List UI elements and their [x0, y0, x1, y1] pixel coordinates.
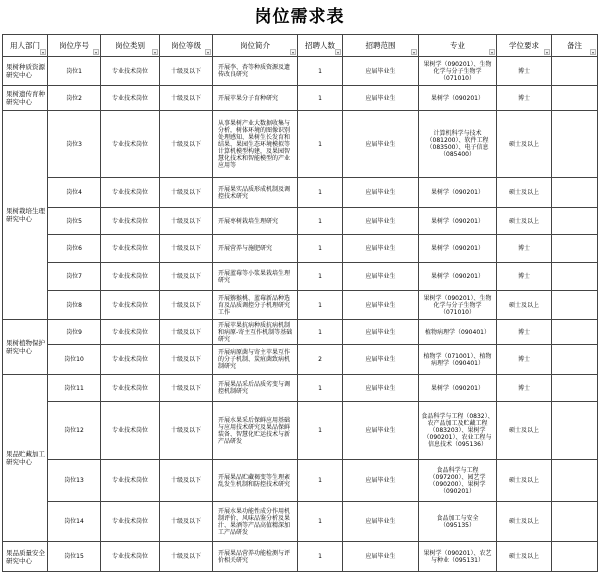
note-cell[interactable]	[552, 375, 598, 402]
level-cell[interactable]: 十级及以下	[160, 460, 213, 502]
major-cell[interactable]: 果树学（090201）	[419, 263, 497, 291]
filter-dropdown-icon[interactable]	[93, 49, 99, 55]
post-cell[interactable]: 岗位6	[48, 235, 101, 263]
major-cell[interactable]: 食品科学与工程（0832）、农产品加工及贮藏工程（083203）、果树学（090201）、农业工程与信息技术（095136）	[419, 402, 497, 460]
scope-cell[interactable]: 应届毕业生	[343, 542, 419, 572]
header-post[interactable]	[48, 35, 101, 57]
category-cell[interactable]: 专业技术岗位	[101, 320, 160, 345]
scope-cell[interactable]: 应届毕业生	[343, 263, 419, 291]
major-cell[interactable]: 果树学（090201）	[419, 208, 497, 235]
category-cell[interactable]: 专业技术岗位	[101, 86, 160, 111]
table-row	[3, 502, 598, 542]
major-cell[interactable]: 植物学（071001）、植物病理学（090401）	[419, 345, 497, 375]
brief-cell[interactable]: 开展果品采后品质劣变与调控机制研究	[213, 375, 298, 402]
major-cell[interactable]: 植物病理学（090401）	[419, 320, 497, 345]
note-cell[interactable]	[552, 57, 598, 86]
header-category[interactable]	[101, 35, 160, 57]
filter-dropdown-icon[interactable]	[152, 49, 158, 55]
category-cell[interactable]: 专业技术岗位	[101, 111, 160, 178]
brief-cell[interactable]: 开展猕猴桃、蓝莓新品种选育及品质调控分子机理研究工作	[213, 291, 298, 320]
count-cell[interactable]: 1	[298, 291, 343, 320]
note-cell[interactable]	[552, 402, 598, 460]
degree-cell[interactable]: 硕士及以上	[497, 208, 552, 235]
header-label: 学位要求	[509, 41, 539, 50]
dept-cell[interactable]: 果品贮藏加工研究中心	[3, 375, 48, 542]
table-row	[3, 235, 598, 263]
major-cell[interactable]: 果树学（090201）	[419, 86, 497, 111]
note-cell[interactable]	[552, 542, 598, 572]
brief-cell[interactable]: 开展病原菌与寄主苹果互作的分子机制、炭疽菌致病机制研究	[213, 345, 298, 375]
level-cell[interactable]: 十级及以下	[160, 57, 213, 86]
filter-dropdown-icon[interactable]	[205, 49, 211, 55]
post-cell[interactable]: 岗位12	[48, 402, 101, 460]
major-cell[interactable]: 果树学（090201）	[419, 375, 497, 402]
note-cell[interactable]	[552, 502, 598, 542]
brief-cell[interactable]: 开展李、杏等种质资源及遗传改良研究	[213, 57, 298, 86]
dept-cell[interactable]: 果树种质资源研究中心	[3, 57, 48, 86]
note-cell[interactable]	[552, 86, 598, 111]
count-cell[interactable]: 2	[298, 345, 343, 375]
filter-dropdown-icon[interactable]	[290, 49, 296, 55]
count-cell[interactable]: 1	[298, 542, 343, 572]
table-row	[3, 375, 598, 402]
brief-cell[interactable]: 从事果树产业大数据收集与分析，树体环境的图像识别处理感知、果树生长发育和结果、果园生态环境模拟等计算机模型构建，及果园智慧化技术和智能模型的产业应用等	[213, 111, 298, 178]
degree-cell[interactable]: 硕士及以上	[497, 178, 552, 208]
brief-cell[interactable]: 开展营养与施肥研究	[213, 235, 298, 263]
major-cell[interactable]: 果树学（090201）	[419, 178, 497, 208]
level-cell[interactable]: 十级及以下	[160, 502, 213, 542]
header-brief[interactable]	[213, 35, 298, 57]
count-cell[interactable]: 1	[298, 263, 343, 291]
post-cell[interactable]: 岗位2	[48, 86, 101, 111]
table-row	[3, 345, 598, 375]
major-cell[interactable]: 果树学（090201）、生物化学与分子生物学（071010）	[419, 57, 497, 86]
category-cell[interactable]: 专业技术岗位	[101, 263, 160, 291]
dept-cell[interactable]: 果树栽培生理研究中心	[3, 111, 48, 320]
count-cell[interactable]: 1	[298, 502, 343, 542]
count-cell[interactable]: 1	[298, 235, 343, 263]
count-cell[interactable]: 1	[298, 460, 343, 502]
count-cell[interactable]: 1	[298, 375, 343, 402]
header-label: 岗位等级	[171, 41, 201, 50]
category-cell[interactable]: 专业技术岗位	[101, 235, 160, 263]
major-cell[interactable]: 果树学（090201）、生物化学与分子生物学（071010）	[419, 291, 497, 320]
degree-cell[interactable]: 硕士及以上	[497, 402, 552, 460]
degree-cell[interactable]: 博士	[497, 320, 552, 345]
scope-cell[interactable]: 应届毕业生	[343, 208, 419, 235]
note-cell[interactable]	[552, 345, 598, 375]
header-label: 岗位类别	[115, 41, 145, 50]
note-cell[interactable]	[552, 178, 598, 208]
table-row	[3, 57, 598, 86]
major-cell[interactable]: 果树学（090201）	[419, 235, 497, 263]
degree-cell[interactable]: 博士	[497, 263, 552, 291]
scope-cell[interactable]: 应届毕业生	[343, 345, 419, 375]
count-cell[interactable]: 1	[298, 57, 343, 86]
brief-cell[interactable]: 开展水果采后保鲜应用基础与应用技术研究及果品保鲜装备、智慧化贮运技术与新产品研发	[213, 402, 298, 460]
level-cell[interactable]: 十级及以下	[160, 320, 213, 345]
header-label: 岗位序号	[59, 41, 89, 50]
post-cell[interactable]: 岗位10	[48, 345, 101, 375]
scope-cell[interactable]: 应届毕业生	[343, 291, 419, 320]
header-label: 岗位简介	[240, 41, 270, 50]
post-cell[interactable]: 岗位15	[48, 542, 101, 572]
table-row	[3, 460, 598, 502]
brief-cell[interactable]: 开展果品营养功能检测与评价相关研究	[213, 542, 298, 572]
brief-cell[interactable]: 开展果实品质形成机制及调控技术研究	[213, 178, 298, 208]
post-cell[interactable]: 岗位8	[48, 291, 101, 320]
degree-cell[interactable]: 硕士及以上	[497, 460, 552, 502]
table-row	[3, 263, 598, 291]
level-cell[interactable]: 十级及以下	[160, 208, 213, 235]
level-cell[interactable]: 十级及以下	[160, 345, 213, 375]
scope-cell[interactable]: 应届毕业生	[343, 320, 419, 345]
post-cell[interactable]: 岗位5	[48, 208, 101, 235]
note-cell[interactable]	[552, 291, 598, 320]
level-cell[interactable]: 十级及以下	[160, 178, 213, 208]
level-cell[interactable]: 十级及以下	[160, 402, 213, 460]
degree-cell[interactable]: 硕士及以上	[497, 291, 552, 320]
category-cell[interactable]: 专业技术岗位	[101, 345, 160, 375]
degree-cell[interactable]: 硕士及以上	[497, 542, 552, 572]
degree-cell[interactable]: 博士	[497, 57, 552, 86]
header-label: 招聘人数	[305, 41, 335, 50]
header-major[interactable]	[419, 35, 497, 57]
brief-cell[interactable]: 开展果品贮藏褐变等生理紊乱发生机制和防控技术研究	[213, 460, 298, 502]
header-label: 备注	[567, 41, 582, 50]
category-cell[interactable]: 专业技术岗位	[101, 208, 160, 235]
table-row	[3, 320, 598, 345]
brief-cell[interactable]: 开展水果功能性成分作用机制评价、风味品鉴分析及果汁、果酒等产品高值精深加工产品研发	[213, 502, 298, 542]
filter-dropdown-icon[interactable]	[489, 49, 495, 55]
scope-cell[interactable]: 应届毕业生	[343, 375, 419, 402]
count-cell[interactable]: 1	[298, 111, 343, 178]
note-cell[interactable]	[552, 460, 598, 502]
table-row	[3, 178, 598, 208]
degree-cell[interactable]: 博士	[497, 375, 552, 402]
header-dept[interactable]	[3, 35, 48, 57]
header-degree[interactable]	[497, 35, 552, 57]
filter-dropdown-icon[interactable]	[544, 49, 550, 55]
post-cell[interactable]: 岗位3	[48, 111, 101, 178]
level-cell[interactable]: 十级及以下	[160, 542, 213, 572]
post-cell[interactable]: 岗位1	[48, 57, 101, 86]
scope-cell[interactable]: 应届毕业生	[343, 178, 419, 208]
degree-cell[interactable]: 博士	[497, 235, 552, 263]
table-row	[3, 542, 598, 572]
header-label: 用人部门	[10, 41, 40, 50]
brief-cell[interactable]: 开展苹果分子育种研究	[213, 86, 298, 111]
count-cell[interactable]: 1	[298, 178, 343, 208]
header-label: 招聘范围	[365, 41, 396, 50]
dept-cell[interactable]: 果品质量安全研究中心	[3, 542, 48, 572]
header-scope[interactable]	[343, 35, 419, 57]
level-cell[interactable]: 十级及以下	[160, 375, 213, 402]
category-cell[interactable]: 专业技术岗位	[101, 291, 160, 320]
note-cell[interactable]	[552, 263, 598, 291]
level-cell[interactable]: 十级及以下	[160, 235, 213, 263]
count-cell[interactable]: 1	[298, 86, 343, 111]
post-cell[interactable]: 岗位14	[48, 502, 101, 542]
scope-cell[interactable]: 应届毕业生	[343, 86, 419, 111]
level-cell[interactable]: 十级及以下	[160, 86, 213, 111]
major-cell[interactable]: 食品科学与工程（097200）、园艺学（090200）、果树学（090201）	[419, 460, 497, 502]
post-cell[interactable]: 岗位9	[48, 320, 101, 345]
degree-cell[interactable]: 硕士及以上	[497, 111, 552, 178]
page-title: 岗位需求表	[254, 7, 345, 27]
filter-dropdown-icon[interactable]	[590, 49, 596, 55]
degree-cell[interactable]: 博士	[497, 86, 552, 111]
header-note[interactable]	[552, 35, 598, 57]
post-cell[interactable]: 岗位7	[48, 263, 101, 291]
scope-cell[interactable]: 应届毕业生	[343, 402, 419, 460]
note-cell[interactable]	[552, 208, 598, 235]
header-level[interactable]	[160, 35, 213, 57]
note-cell[interactable]	[552, 235, 598, 263]
scope-cell[interactable]: 应届毕业生	[343, 502, 419, 542]
table-row	[3, 86, 598, 111]
scope-cell[interactable]: 应届毕业生	[343, 460, 419, 502]
table-row	[3, 208, 598, 235]
filter-dropdown-icon[interactable]	[411, 49, 417, 55]
table-row	[3, 291, 598, 320]
scope-cell[interactable]: 应届毕业生	[343, 57, 419, 86]
dept-cell[interactable]: 果树植物保护研究中心	[3, 320, 48, 375]
header-count[interactable]	[298, 35, 343, 57]
major-cell[interactable]: 计算机科学与技术（081200）、软件工程（083500）、电子信息（085400）	[419, 111, 497, 178]
job-demand-table	[2, 34, 598, 572]
filter-dropdown-icon[interactable]	[40, 49, 46, 55]
degree-cell[interactable]: 博士	[497, 345, 552, 375]
note-cell[interactable]	[552, 111, 598, 178]
filter-dropdown-icon[interactable]	[335, 49, 341, 55]
level-cell[interactable]: 十级及以下	[160, 263, 213, 291]
note-cell[interactable]	[552, 320, 598, 345]
scope-cell[interactable]: 应届毕业生	[343, 235, 419, 263]
table-row	[3, 111, 598, 178]
major-cell[interactable]: 果树学（090201）、农艺与种业（095131）	[419, 542, 497, 572]
header-label: 专业	[450, 41, 465, 50]
table-row	[3, 402, 598, 460]
category-cell[interactable]: 专业技术岗位	[101, 375, 160, 402]
category-cell[interactable]: 专业技术岗位	[101, 57, 160, 86]
category-cell[interactable]: 专业技术岗位	[101, 178, 160, 208]
count-cell[interactable]: 1	[298, 208, 343, 235]
count-cell[interactable]: 1	[298, 402, 343, 460]
header-row	[3, 35, 598, 57]
count-cell[interactable]: 1	[298, 320, 343, 345]
post-cell[interactable]: 岗位11	[48, 375, 101, 402]
post-cell[interactable]: 岗位4	[48, 178, 101, 208]
brief-cell[interactable]: 开展枣树栽培生理研究	[213, 208, 298, 235]
degree-cell[interactable]: 硕士及以上	[497, 502, 552, 542]
category-cell[interactable]: 专业技术岗位	[101, 502, 160, 542]
category-cell[interactable]: 专业技术岗位	[101, 402, 160, 460]
brief-cell[interactable]: 开展蓝莓等小浆果栽培生理研究	[213, 263, 298, 291]
scope-cell[interactable]: 应届毕业生	[343, 111, 419, 178]
level-cell[interactable]: 十级及以下	[160, 111, 213, 178]
major-cell[interactable]: 食品加工与安全（095135）	[419, 502, 497, 542]
level-cell[interactable]: 十级及以下	[160, 291, 213, 320]
category-cell[interactable]: 专业技术岗位	[101, 460, 160, 502]
brief-cell[interactable]: 开展苹果抗病种质抗病机制和病原-寄主互作机制等基础研究	[213, 320, 298, 345]
post-cell[interactable]: 岗位13	[48, 460, 101, 502]
category-cell[interactable]: 专业技术岗位	[101, 542, 160, 572]
dept-cell[interactable]: 果树遗传育种研究中心	[3, 86, 48, 111]
